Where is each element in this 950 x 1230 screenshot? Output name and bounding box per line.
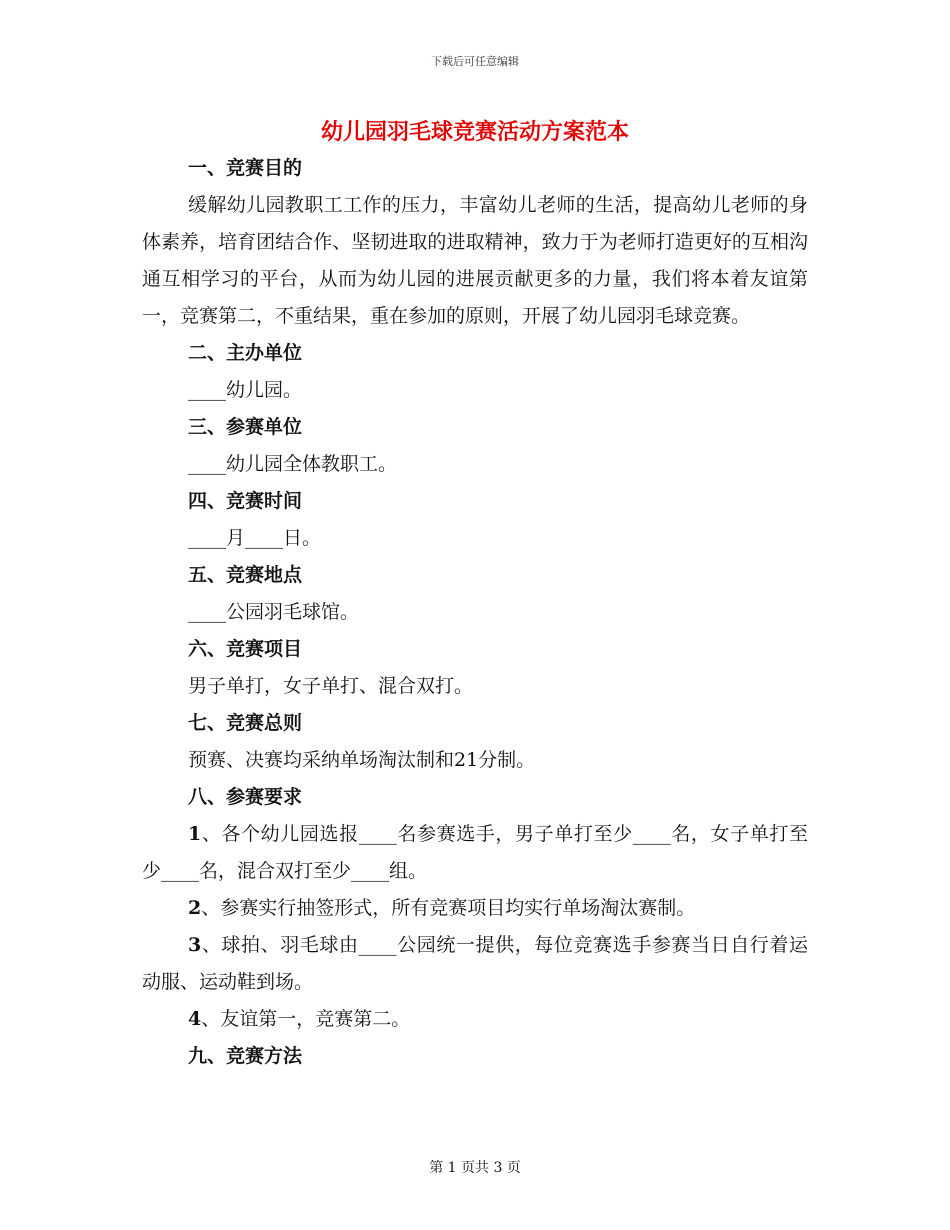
requirement-item-2: [142, 890, 808, 927]
document-title: 幼儿园羽毛球竞赛活动方案范本: [320, 119, 629, 145]
section-heading-time: 四、竞赛时间: [188, 490, 303, 512]
page-number-footer: 第 1 页共 3 页: [429, 1160, 521, 1176]
requirement-number: 2: [188, 897, 202, 919]
document-body: [142, 150, 808, 1075]
section-heading-purpose: 一、竞赛目的: [188, 157, 303, 179]
requirement-text: 、各个幼儿园选报____名参赛选手，男子单打至少____名，女子单打至少____名，混合双打至少____组。: [142, 823, 808, 882]
requirement-number: 1: [188, 823, 202, 845]
section-body-organizer: ____幼儿园。: [188, 379, 303, 401]
requirement-number: 4: [188, 1008, 202, 1030]
section-heading-participants: 三、参赛单位: [188, 416, 303, 438]
section-body-time: ____月____日。: [188, 527, 322, 549]
section-heading-venue: 五、竞赛地点: [188, 564, 303, 586]
requirement-number: 3: [188, 934, 202, 956]
requirement-item-3: [142, 927, 808, 1001]
section-heading-requirements: 八、参赛要求: [188, 786, 303, 808]
page-header-note: 下载后可任意编辑: [431, 55, 519, 68]
requirement-text: 、球拍、羽毛球由____公园统一提供，每位竞赛选手参赛当日自行着运动服、运动鞋到场。: [142, 934, 808, 993]
requirement-item-4: [142, 1001, 808, 1038]
section-heading-method: 九、竞赛方法: [188, 1045, 303, 1067]
requirement-text: 、友谊第一，竞赛第二。: [201, 1008, 411, 1030]
section-heading-organizer: 二、主办单位: [188, 342, 303, 364]
section-body-purpose: 缓解幼儿园教职工工作的压力，丰富幼儿老师的生活，提高幼儿老师的身体素养，培育团结合作、坚韧进取的进取精神，致力于为老师打造更好的互相沟通互相学习的平台，从而为幼儿园的进展贡献更多的力量，我们将本着友谊第一，竞赛第二，不重结果，重在参加的原则，开展了幼儿园羽毛球竞赛。: [142, 194, 808, 327]
section-heading-rules: 七、竞赛总则: [188, 712, 303, 734]
section-body-venue: ____公园羽毛球馆。: [188, 601, 360, 623]
section-body-participants: ____幼儿园全体教职工。: [188, 453, 398, 475]
section-body-rules: 预赛、决赛均采纳单场淘汰制和21分制。: [188, 749, 536, 771]
section-body-events: 男子单打，女子单打、混合双打。: [188, 675, 474, 697]
section-heading-events: 六、竞赛项目: [188, 638, 303, 660]
requirement-item-1: [142, 816, 808, 890]
requirement-text: 、参赛实行抽签形式，所有竞赛项目均实行单场淘汰赛制。: [201, 897, 696, 919]
